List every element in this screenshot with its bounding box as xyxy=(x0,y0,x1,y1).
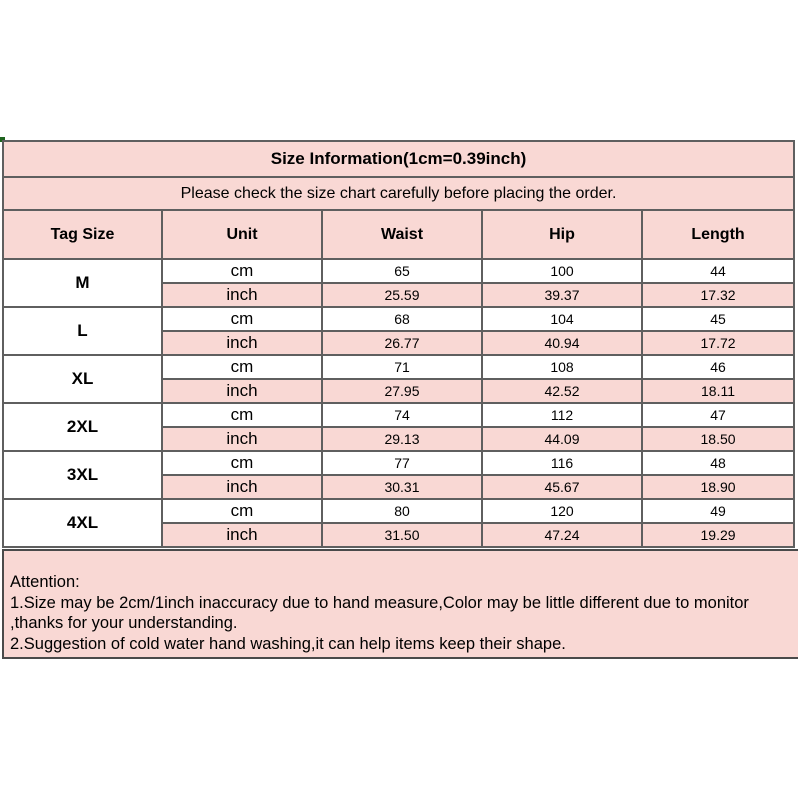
unit-cell: cm xyxy=(162,451,322,475)
length-value: 47 xyxy=(642,403,794,427)
waist-value: 30.31 xyxy=(322,475,482,499)
waist-value: 71 xyxy=(322,355,482,379)
hip-value: 39.37 xyxy=(482,283,642,307)
unit-cell: cm xyxy=(162,307,322,331)
unit-cell: cm xyxy=(162,259,322,283)
table-row xyxy=(3,259,794,283)
unit-cell: inch xyxy=(162,427,322,451)
hip-value: 40.94 xyxy=(482,331,642,355)
unit-cell: cm xyxy=(162,355,322,379)
length-value: 19.29 xyxy=(642,523,794,547)
length-value: 46 xyxy=(642,355,794,379)
unit-cell: inch xyxy=(162,523,322,547)
unit-cell: cm xyxy=(162,499,322,523)
attention-note xyxy=(2,549,798,659)
waist-value: 77 xyxy=(322,451,482,475)
waist-value: 26.77 xyxy=(322,331,482,355)
table-title: Size Information(1cm=0.39inch) xyxy=(3,141,794,177)
waist-value: 74 xyxy=(322,403,482,427)
unit-cell: cm xyxy=(162,403,322,427)
length-value: 18.11 xyxy=(642,379,794,403)
waist-value: 80 xyxy=(322,499,482,523)
tag-size-cell: M xyxy=(3,259,162,307)
tag-size-cell: 4XL xyxy=(3,499,162,547)
unit-cell: inch xyxy=(162,379,322,403)
attention-line: ,thanks for your understanding. xyxy=(10,614,238,632)
size-information-table xyxy=(2,140,795,548)
column-header-unit: Unit xyxy=(162,210,322,259)
table-row xyxy=(3,451,794,475)
waist-value: 27.95 xyxy=(322,379,482,403)
hip-value: 116 xyxy=(482,451,642,475)
hip-value: 47.24 xyxy=(482,523,642,547)
waist-value: 31.50 xyxy=(322,523,482,547)
table-row xyxy=(3,355,794,379)
column-header-waist: Waist xyxy=(322,210,482,259)
length-value: 17.32 xyxy=(642,283,794,307)
tag-size-cell: L xyxy=(3,307,162,355)
column-header-tag-size: Tag Size xyxy=(3,210,162,259)
hip-value: 100 xyxy=(482,259,642,283)
waist-value: 65 xyxy=(322,259,482,283)
hip-value: 44.09 xyxy=(482,427,642,451)
length-value: 18.50 xyxy=(642,427,794,451)
tag-size-cell: 2XL xyxy=(3,403,162,451)
waist-value: 68 xyxy=(322,307,482,331)
attention-heading: Attention: xyxy=(10,573,80,591)
length-value: 49 xyxy=(642,499,794,523)
length-value: 48 xyxy=(642,451,794,475)
tag-size-cell: 3XL xyxy=(3,451,162,499)
unit-cell: inch xyxy=(162,475,322,499)
hip-value: 45.67 xyxy=(482,475,642,499)
hip-value: 104 xyxy=(482,307,642,331)
table-row xyxy=(3,403,794,427)
hip-value: 120 xyxy=(482,499,642,523)
hip-value: 42.52 xyxy=(482,379,642,403)
hip-value: 108 xyxy=(482,355,642,379)
unit-cell: inch xyxy=(162,283,322,307)
waist-value: 29.13 xyxy=(322,427,482,451)
column-header-length: Length xyxy=(642,210,794,259)
column-header-hip: Hip xyxy=(482,210,642,259)
table-subtitle: Please check the size chart carefully before placing the order. xyxy=(3,177,794,210)
length-value: 18.90 xyxy=(642,475,794,499)
attention-line: 2.Suggestion of cold water hand washing,it can help items keep their shape. xyxy=(10,634,566,653)
length-value: 45 xyxy=(642,307,794,331)
tag-size-cell: XL xyxy=(3,355,162,403)
unit-cell: inch xyxy=(162,331,322,355)
length-value: 17.72 xyxy=(642,331,794,355)
table-row xyxy=(3,307,794,331)
hip-value: 112 xyxy=(482,403,642,427)
waist-value: 25.59 xyxy=(322,283,482,307)
table-row xyxy=(3,499,794,523)
length-value: 44 xyxy=(642,259,794,283)
attention-line: 1.Size may be 2cm/1inch inaccuracy due to hand measure,Color may be little different due to monitor xyxy=(10,593,749,612)
